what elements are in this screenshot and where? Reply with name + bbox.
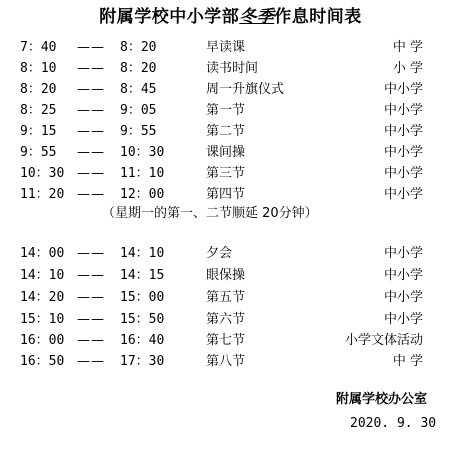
title-prefix: 附属学校中小学部	[99, 7, 240, 27]
end-time: 14：10	[120, 246, 165, 261]
start-time: 10：30	[20, 166, 65, 181]
dash-separator: ——	[77, 333, 105, 348]
start-time: 11：20	[20, 187, 65, 202]
audience: 中小学	[383, 268, 423, 283]
event-name: 周一升旗仪式	[206, 82, 285, 97]
audience: 小学文体活动	[344, 333, 423, 348]
start-time: 14：00	[20, 246, 65, 261]
start-time: 14：20	[20, 290, 65, 305]
audience: 中小学	[383, 246, 423, 261]
audience: 中小学	[383, 145, 423, 160]
end-time: 17：30	[120, 354, 165, 369]
dash-separator: ——	[77, 187, 105, 202]
dash-separator: ——	[77, 61, 105, 76]
event-name: 读书时间	[206, 61, 259, 76]
start-time: 9：15	[20, 124, 57, 139]
start-time: 7：40	[20, 40, 57, 55]
end-time: 8：45	[120, 82, 157, 97]
end-time: 9：55	[120, 124, 157, 139]
issue-date: 2020. 9. 30	[350, 416, 437, 431]
end-time: 14：15	[120, 268, 165, 283]
dash-separator: ——	[77, 103, 105, 118]
event-name: 第一节	[206, 103, 246, 118]
end-time: 8：20	[120, 40, 157, 55]
start-time: 9：55	[20, 145, 57, 160]
end-time: 12：00	[120, 187, 165, 202]
start-time: 8：10	[20, 61, 57, 76]
dash-separator: ——	[77, 166, 105, 181]
end-time: 16：40	[120, 333, 165, 348]
end-time: 8：20	[120, 61, 157, 76]
page-title	[0, 6, 461, 28]
schedule-row	[0, 331, 461, 351]
schedule-row	[0, 185, 461, 205]
dash-separator: ——	[77, 40, 105, 55]
event-name: 早读课	[206, 40, 246, 55]
end-time: 15：50	[120, 312, 165, 327]
audience: 中 学	[392, 40, 423, 55]
dash-separator: ——	[77, 145, 105, 160]
schedule-row	[0, 122, 461, 142]
start-time: 8：20	[20, 82, 57, 97]
event-name: 第五节	[206, 290, 246, 305]
schedule-row	[0, 288, 461, 308]
event-name: 第三节	[206, 166, 246, 181]
schedule-row	[0, 310, 461, 330]
start-time: 8：25	[20, 103, 57, 118]
event-name: 第二节	[206, 124, 246, 139]
dash-separator: ——	[77, 290, 105, 305]
issuing-office: 附属学校办公室	[336, 392, 428, 407]
dash-separator: ——	[77, 354, 105, 369]
audience: 中小学	[383, 312, 423, 327]
end-time: 9：05	[120, 103, 157, 118]
event-name: 课间操	[206, 145, 246, 160]
schedule-row	[0, 38, 461, 58]
audience: 中小学	[383, 290, 423, 305]
schedule-row	[0, 80, 461, 100]
audience: 中小学	[383, 124, 423, 139]
schedule-row	[0, 164, 461, 184]
event-name: 夕会	[206, 246, 233, 261]
audience: 中小学	[383, 187, 423, 202]
end-time: 10：30	[120, 145, 165, 160]
dash-separator: ——	[77, 246, 105, 261]
start-time: 16：50	[20, 354, 65, 369]
event-name: 第八节	[206, 354, 246, 369]
dash-separator: ——	[77, 312, 105, 327]
end-time: 15：00	[120, 290, 165, 305]
audience: 小 学	[392, 61, 423, 76]
start-time: 15：10	[20, 312, 65, 327]
audience: 中小学	[383, 103, 423, 118]
event-name: 第七节	[206, 333, 246, 348]
schedule-row	[0, 143, 461, 163]
schedule-row	[0, 244, 461, 264]
note-text: （星期一的第一、二节顺延 20分钟）	[102, 206, 318, 221]
audience: 中 学	[392, 354, 423, 369]
dash-separator: ——	[77, 124, 105, 139]
event-name: 第四节	[206, 187, 246, 202]
title-emphasis: 冬季	[239, 7, 275, 27]
schedule-row	[0, 266, 461, 286]
schedule-row	[0, 59, 461, 79]
dash-separator: ——	[77, 82, 105, 97]
schedule-row	[0, 101, 461, 121]
title-suffix: 作息时间表	[274, 7, 362, 27]
start-time: 14：10	[20, 268, 65, 283]
end-time: 11：10	[120, 166, 165, 181]
audience: 中小学	[383, 166, 423, 181]
start-time: 16：00	[20, 333, 65, 348]
schedule-row	[0, 352, 461, 372]
event-name: 眼保操	[206, 268, 246, 283]
event-name: 第六节	[206, 312, 246, 327]
dash-separator: ——	[77, 268, 105, 283]
audience: 中小学	[383, 82, 423, 97]
